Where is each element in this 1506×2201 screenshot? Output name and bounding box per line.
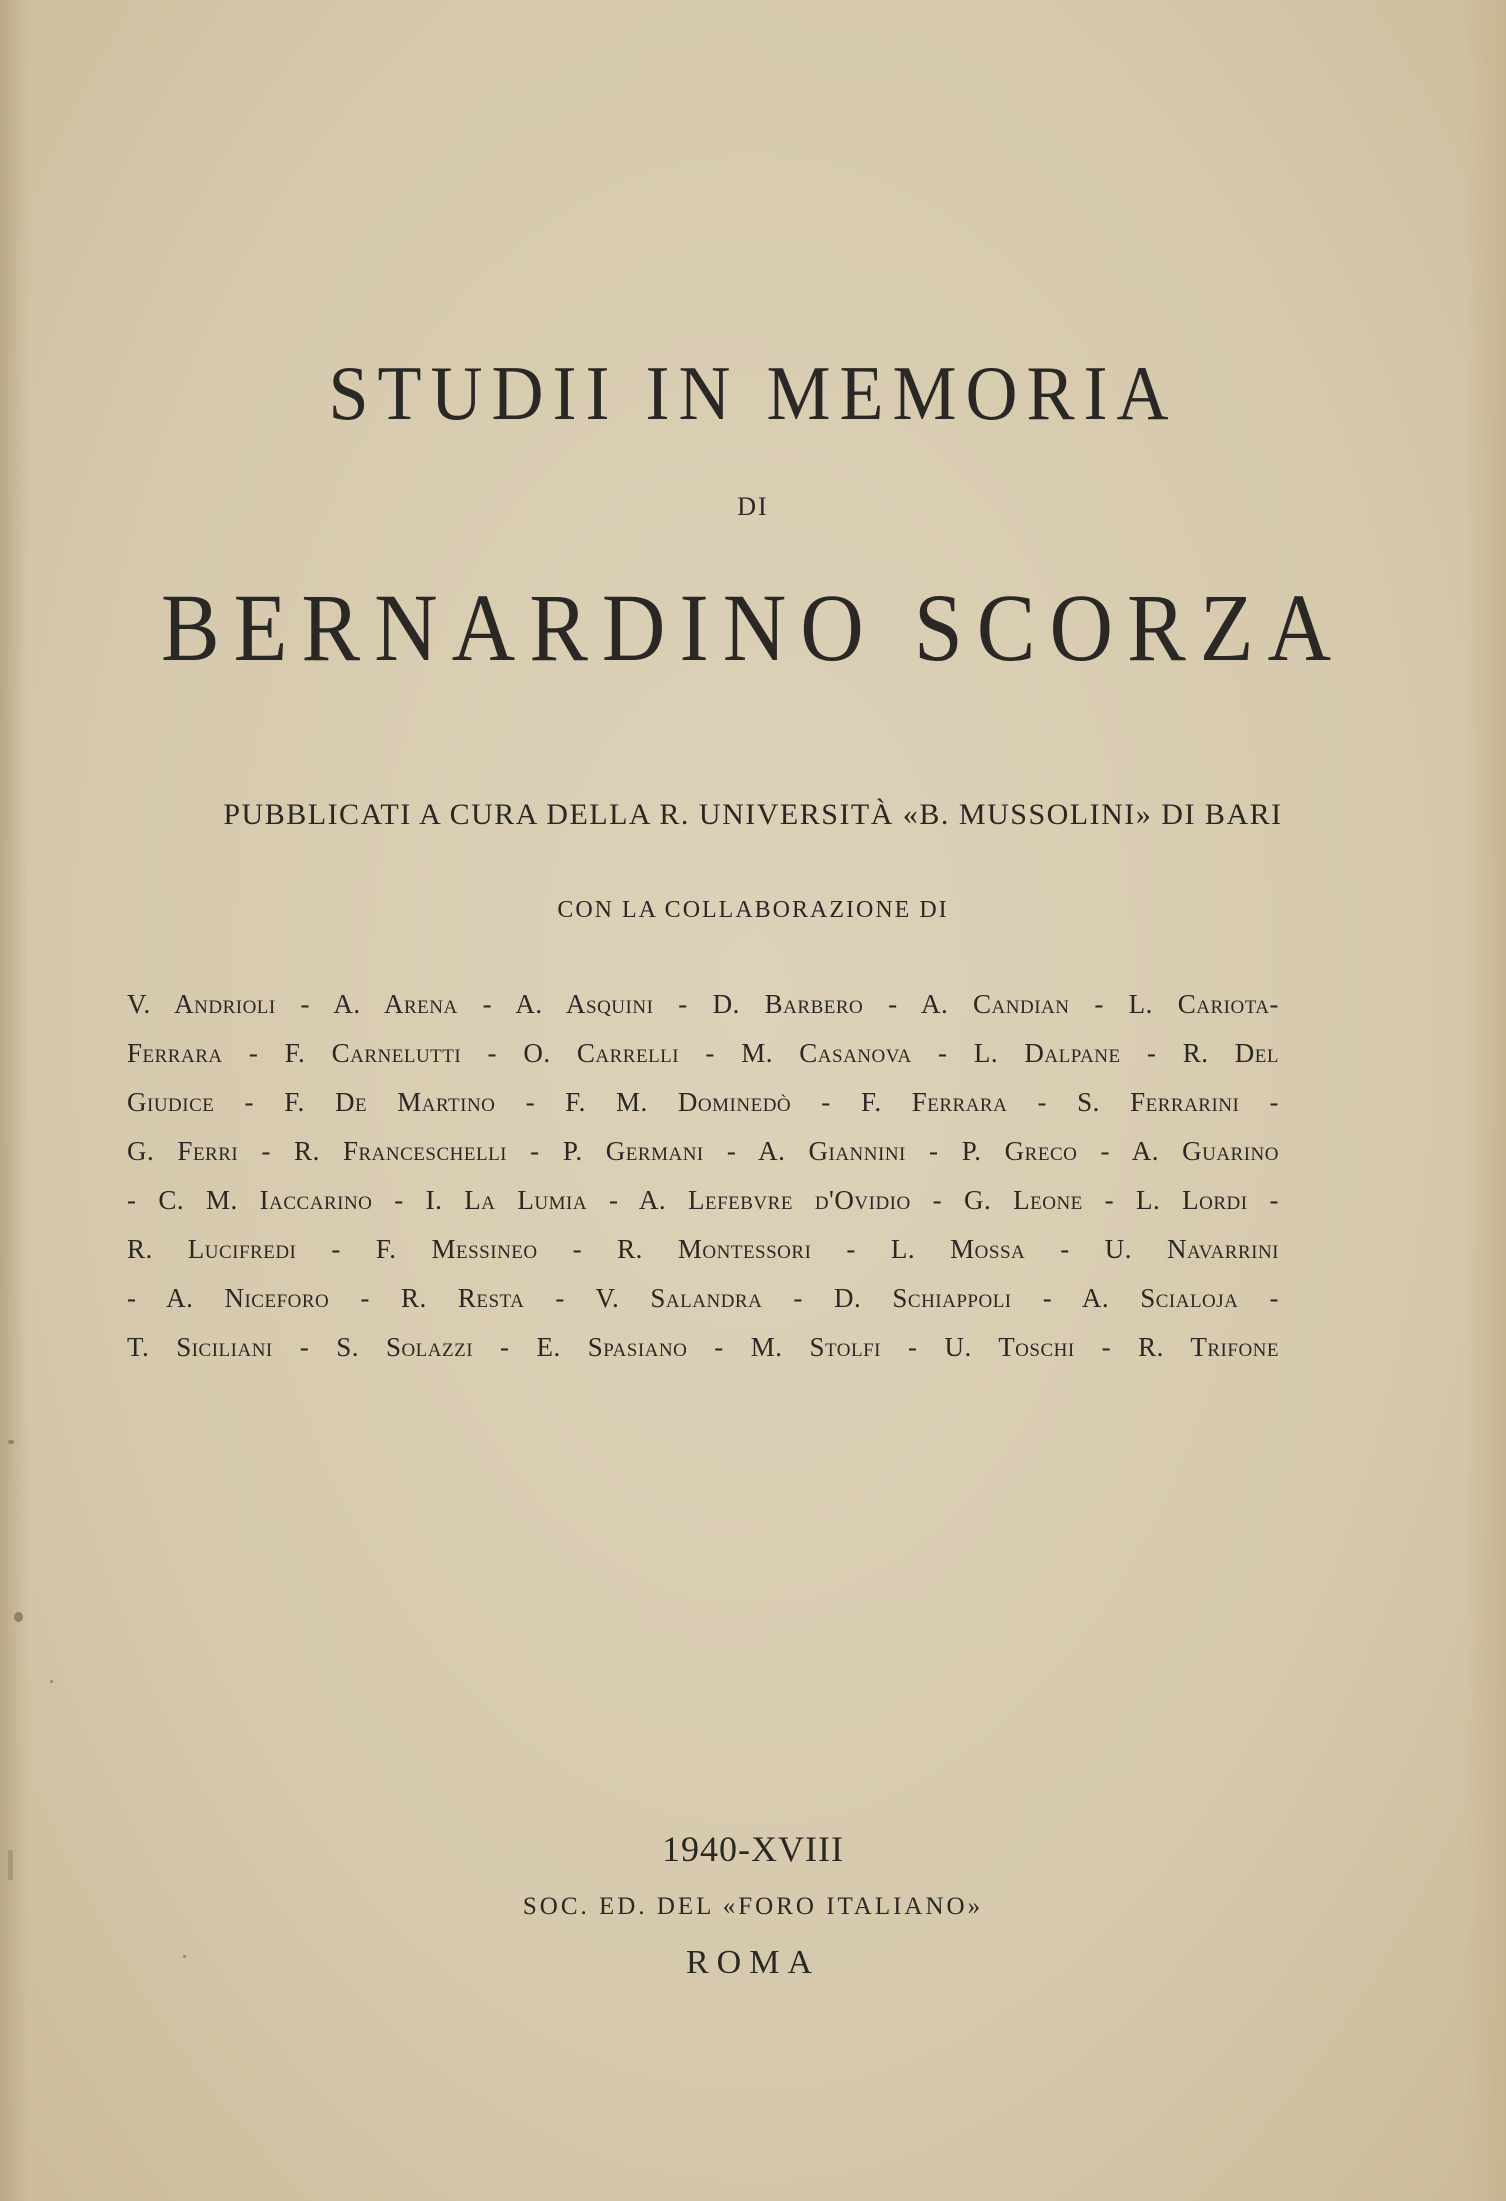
contributors-line: - A. Niceforo - R. Resta - V. Salandra - D. Schiappoli - A. Scialoja - [127,1283,1279,1313]
paper-speck [8,1850,13,1880]
publication-statement: PUBBLICATI A CURA DELLA R. UNIVERSITÀ «B. MUSSOLINI» DI BARI [223,798,1283,831]
contributors-line: V. Andrioli - A. Arena - A. Asquini - D. Barbero - A. Candian - L. Cariota- [127,989,1279,1019]
publication-city: ROMA [685,1944,821,1981]
contributors-list [127,980,1279,1372]
collaboration-heading: CON LA COLLABORAZIONE DI [557,897,949,923]
contributors-line: R. Lucifredi - F. Messineo - R. Montessori - L. Mossa - U. Navarrini [127,1234,1279,1264]
publisher-name: SOC. ED. DEL «FORO ITALIANO» [522,1893,984,1920]
paper-speck [50,1680,53,1683]
paper-speck [183,1955,186,1958]
paper-speck [8,1440,14,1444]
paper-speck [14,1612,23,1622]
contributors-line: Ferrara - F. Carnelutti - O. Carrelli - M. Casanova - L. Dalpane - R. Del [127,1038,1279,1068]
contributors-line: Giudice - F. De Martino - F. M. Dominedò - F. Ferrara - S. Ferrarini - [127,1087,1279,1117]
title-connector: DI [737,492,769,521]
contributors-line: G. Ferri - R. Franceschelli - P. Germani - A. Giannini - P. Greco - A. Guarino [127,1136,1279,1166]
contributors-line: - C. M. Iaccarino - I. La Lumia - A. Lefebvre d'Ovidio - G. Leone - L. Lordi - [127,1185,1279,1215]
contributors-line: T. Siciliani - S. Solazzi - E. Spasiano - M. Stolfi - U. Toschi - R. Trifone [127,1332,1279,1362]
title-line-1: STUDII IN MEMORIA [328,349,1178,437]
page-edge-right [1466,0,1506,2201]
publication-year: 1940-XVIII [662,1829,844,1869]
title-line-2: BERNARDINO SCORZA [160,575,1346,682]
page-edge-left [0,0,28,2201]
